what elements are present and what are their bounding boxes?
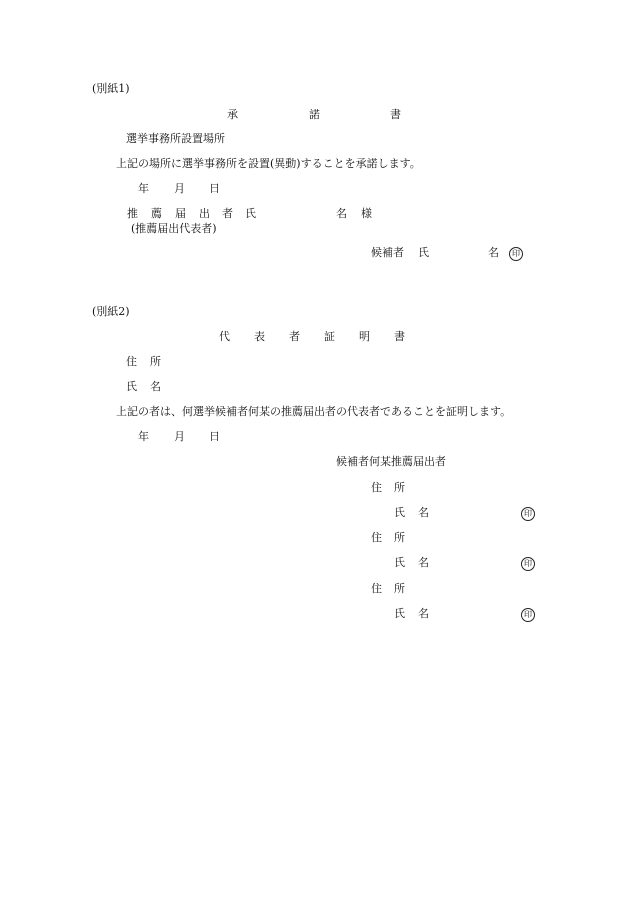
name-label-char: 氏: [126, 380, 137, 393]
form2-title-char: 明: [359, 330, 370, 343]
certification-statement: 上記の者は、何選挙候補者何某の推薦届出者の代表者であることを証明します。: [116, 405, 512, 418]
candidate-name-char: 氏: [418, 246, 429, 259]
form1-label: (別紙1): [92, 82, 130, 95]
signer-name-char: 氏: [394, 556, 405, 569]
signer-heading: 候補者何某推薦届出者: [336, 455, 446, 468]
form2-title-char: 証: [324, 330, 335, 343]
date-day: 日: [209, 430, 220, 443]
seal-mark: 印: [521, 507, 535, 521]
signer-name-char: 名: [418, 607, 429, 620]
candidate-label: 候補者: [371, 246, 404, 259]
consent-statement: 上記の場所に選挙事務所を設置(異動)することを承諾します。: [116, 157, 421, 170]
form2-label: (別紙2): [92, 305, 130, 318]
signer-name-char: 氏: [394, 506, 405, 519]
recommender-note: (推薦届出代表者): [131, 222, 217, 235]
signer-address-char: 所: [394, 481, 405, 494]
seal-mark: 印: [509, 247, 523, 261]
form2-title-char: 者: [289, 330, 300, 343]
form2-title-char: 書: [394, 330, 405, 343]
recommender-char: 薦: [151, 207, 162, 220]
signer-address-char: 所: [394, 531, 405, 544]
form1-title-char: 書: [390, 108, 401, 121]
form2-title-char: 代: [219, 330, 230, 343]
signer-address-char: 所: [394, 582, 405, 595]
signer-name-char: 氏: [394, 607, 405, 620]
signer-name-char: 名: [418, 506, 429, 519]
recommender-char: 氏: [245, 207, 256, 220]
candidate-name-char: 名: [488, 246, 499, 259]
recommender-char: 者: [222, 207, 233, 220]
form1-title-char: 諾: [309, 108, 320, 121]
signer-address-char: 住: [371, 481, 382, 494]
recommender-char: 届: [175, 207, 186, 220]
date-month: 月: [174, 430, 185, 443]
recommender-char: 様: [361, 207, 372, 220]
seal-mark: 印: [521, 608, 535, 622]
form1-title-char: 承: [227, 108, 238, 121]
recommender-char: 推: [127, 207, 138, 220]
seal-mark: 印: [521, 557, 535, 571]
recommender-char: 出: [199, 207, 210, 220]
date-year: 年: [138, 182, 149, 195]
signer-name-char: 名: [418, 556, 429, 569]
signer-address-char: 住: [371, 531, 382, 544]
name-label-char: 名: [150, 380, 161, 393]
form2-title-char: 表: [254, 330, 265, 343]
address-label-char: 住: [126, 355, 137, 368]
signer-address-char: 住: [371, 582, 382, 595]
date-day: 日: [209, 182, 220, 195]
date-year: 年: [138, 430, 149, 443]
date-month: 月: [174, 182, 185, 195]
address-label-char: 所: [150, 355, 161, 368]
recommender-char: 名: [336, 207, 347, 220]
office-location-label: 選挙事務所設置場所: [126, 132, 225, 145]
